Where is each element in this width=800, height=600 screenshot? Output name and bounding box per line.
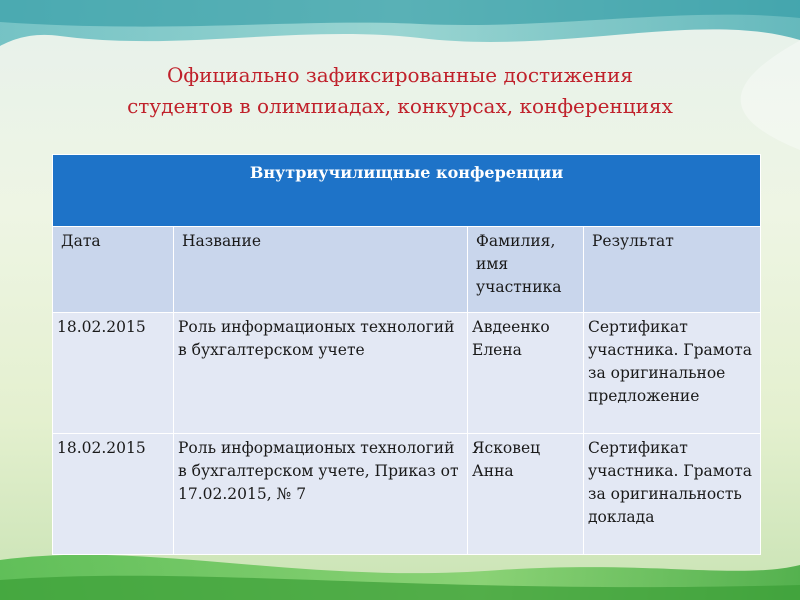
achievements-table bbox=[52, 154, 761, 555]
column-header-name: Название bbox=[174, 227, 468, 313]
cell-participant: Ясковец Анна bbox=[468, 434, 584, 555]
cell-date: 18.02.2015 bbox=[53, 313, 174, 434]
column-header-row bbox=[53, 227, 761, 313]
cell-result: Сертификат участника. Грамота за оригинальность доклада bbox=[584, 434, 761, 555]
cell-name: Роль информационых технологий в бухгалтерском учете bbox=[174, 313, 468, 434]
column-header-result: Результат bbox=[584, 227, 761, 313]
table-row bbox=[53, 434, 761, 555]
table-row bbox=[53, 313, 761, 434]
column-header-participant: Фамилия, имя участника bbox=[468, 227, 584, 313]
cell-name: Роль информационых технологий в бухгалтерском учете, Приказ от 17.02.2015, № 7 bbox=[174, 434, 468, 555]
cell-result: Сертификат участника. Грамота за оригинальное предложение bbox=[584, 313, 761, 434]
title-line-2: студентов в олимпиадах, конкурсах, конференциях bbox=[127, 94, 673, 118]
column-header-date: Дата bbox=[53, 227, 174, 313]
table-header: Внутриучилищные конференции bbox=[53, 155, 761, 227]
cell-participant: Авдеенко Елена bbox=[468, 313, 584, 434]
title-line-1: Официально зафиксированные достижения bbox=[167, 63, 633, 87]
cell-date: 18.02.2015 bbox=[53, 434, 174, 555]
page-title bbox=[0, 60, 800, 122]
